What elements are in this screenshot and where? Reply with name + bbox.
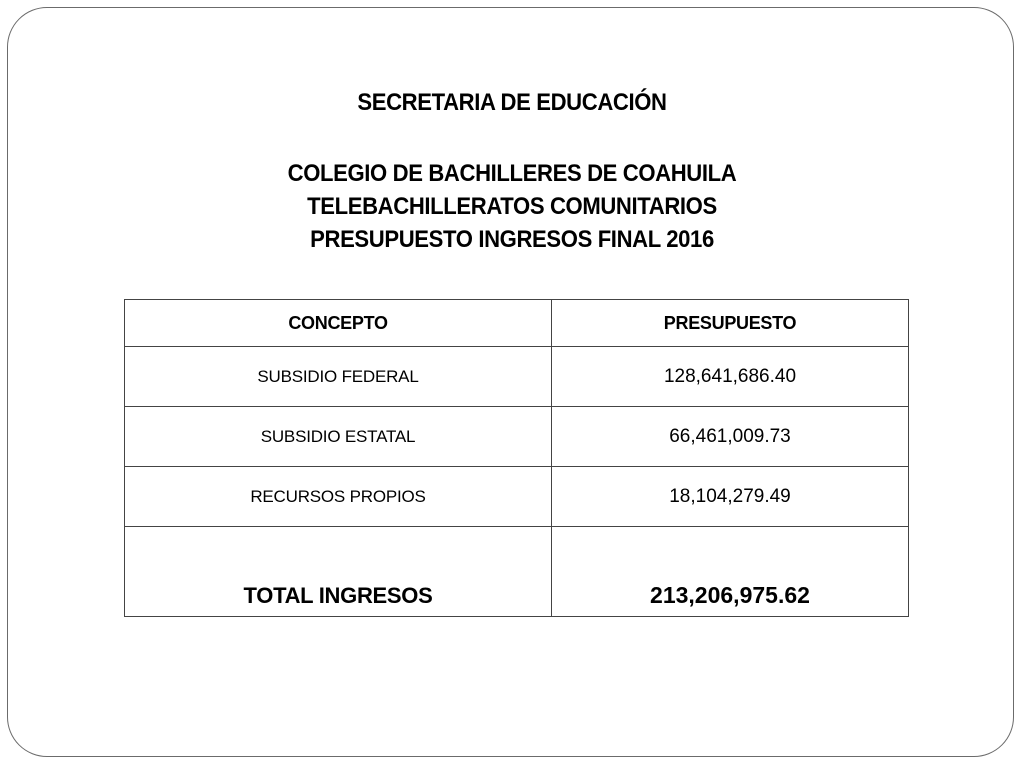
program-title: TELEBACHILLERATOS COMUNITARIOS <box>307 193 717 220</box>
total-amount-cell: 213,206,975.62 <box>552 527 909 617</box>
concept-cell: SUBSIDIO FEDERAL <box>125 347 552 407</box>
ministry-title: SECRETARIA DE EDUCACIÓN <box>357 89 667 116</box>
table-row <box>125 467 909 527</box>
amount-cell: 66,461,009.73 <box>552 407 909 467</box>
amount-cell: 128,641,686.40 <box>552 347 909 407</box>
total-label-cell: TOTAL INGRESOS <box>125 527 552 617</box>
institution-title: COLEGIO DE BACHILLERES DE COAHUILA <box>287 160 737 187</box>
table-header-row <box>125 300 909 347</box>
concept-cell: RECURSOS PROPIOS <box>125 467 552 527</box>
total-row <box>125 527 909 617</box>
table-row <box>125 407 909 467</box>
amount-cell: 18,104,279.49 <box>552 467 909 527</box>
concept-cell: SUBSIDIO ESTATAL <box>125 407 552 467</box>
budget-title: PRESUPUESTO INGRESOS FINAL 2016 <box>310 226 714 253</box>
table-row <box>125 347 909 407</box>
budget-table <box>124 299 909 617</box>
column-header-presupuesto: PRESUPUESTO <box>552 300 909 347</box>
column-header-concepto: CONCEPTO <box>125 300 552 347</box>
